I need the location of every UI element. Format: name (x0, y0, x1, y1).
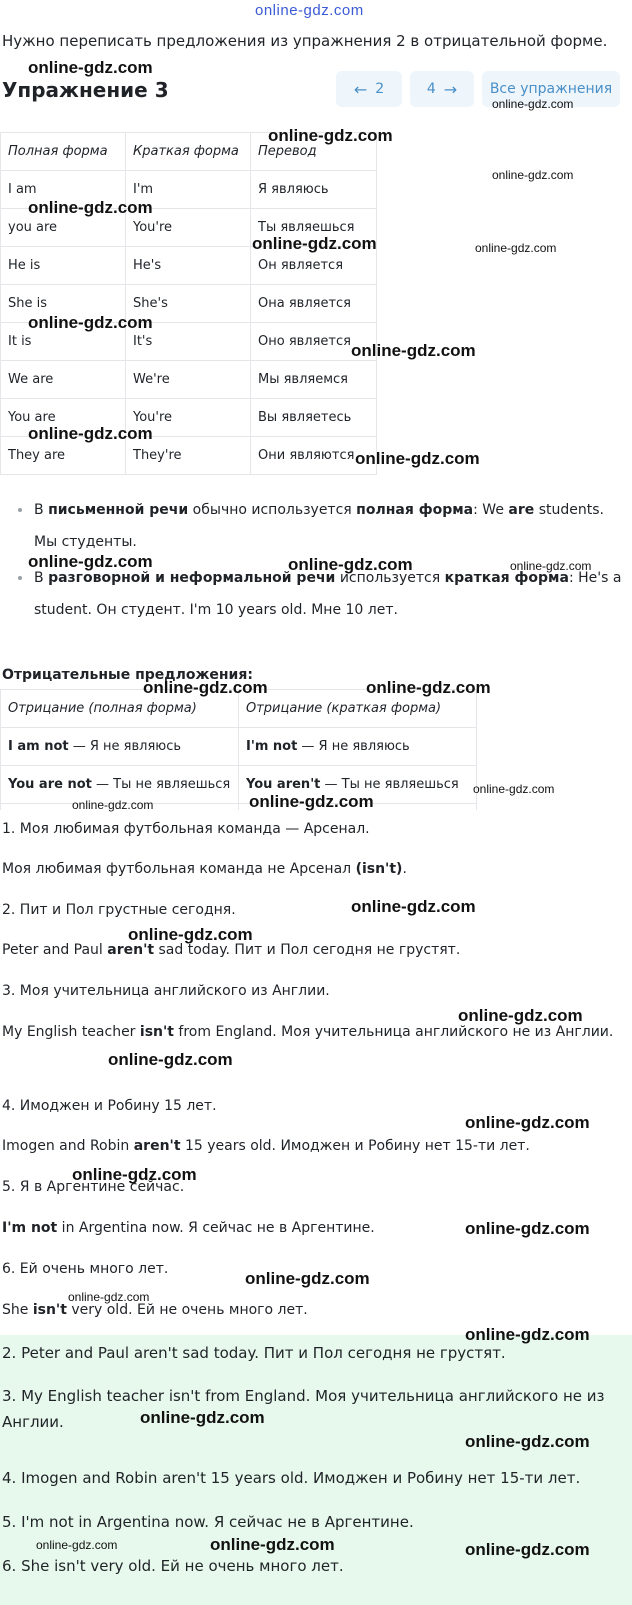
table-cell: you are (1, 209, 126, 247)
list-item: В разговорной и неформальной речи используется краткая форма: He's a student. Он студент. I'm 10 years old. Мне 10 лет. (18, 562, 628, 626)
table-header-cell: Полная форма (1, 133, 126, 171)
watermark: online-gdz.com (355, 449, 480, 468)
question-text: 1. Моя любимая футбольная команда — Арсенал. (2, 821, 370, 837)
table-cell: Вы являетесь (251, 399, 377, 437)
watermark: online-gdz.com (288, 555, 413, 574)
table-cell: They are (1, 437, 126, 475)
table-cell: Оно является (251, 323, 377, 361)
table-header-cell: Отрицание (полная форма) (1, 690, 239, 728)
table-cell: She's (126, 285, 251, 323)
next-exercise-button[interactable] (410, 71, 474, 107)
watermark: online-gdz.com (108, 1050, 233, 1069)
watermark: online-gdz.com (465, 1325, 590, 1344)
table-cell: They're (126, 437, 251, 475)
answer-text: Imogen and Robin aren't 15 years old. Имоджен и Робину нет 15-ти лет. (2, 1138, 530, 1154)
table-cell: I'm not — Я не являюсь (239, 728, 477, 766)
watermark: online-gdz.com (465, 1113, 590, 1132)
watermark: online-gdz.com (473, 782, 555, 796)
question-text: 5. Я в Аргентине сейчас. (2, 1179, 185, 1195)
table-cell: It's (126, 323, 251, 361)
table-cell: Мы являемся (251, 361, 377, 399)
watermark: online-gdz.com (28, 313, 153, 332)
table-cell: You aren't — Ты не являешься (239, 766, 477, 804)
table-row (1, 361, 377, 399)
green-answer: 4. Imogen and Robin aren't 15 years old. Имоджен и Робину нет 15-ти лет. (2, 1469, 581, 1487)
watermark: online-gdz.com (465, 1540, 590, 1559)
watermark: online-gdz.com (465, 1432, 590, 1451)
table-cell: We're (126, 361, 251, 399)
question-text: 4. Имоджен и Робину 15 лет. (2, 1098, 217, 1114)
watermark: online-gdz.com (128, 925, 253, 944)
watermark: online-gdz.com (465, 1219, 590, 1238)
watermark: online-gdz.com (28, 58, 153, 77)
table-cell: You are not — Ты не являешься (1, 766, 239, 804)
answer-text: My English teacher isn't from England. Моя учительница английского не из Англии. (2, 1024, 614, 1040)
table-cell: You're (126, 399, 251, 437)
answer-text: Peter and Paul aren't sad today. Пит и Пол сегодня не грустят. (2, 942, 461, 958)
answer-text: Моя любимая футбольная команда не Арсенал (isn't). (2, 861, 407, 877)
watermark: online-gdz.com (458, 1006, 583, 1025)
table-cell: Я являюсь (251, 171, 377, 209)
page-title: Упражнение 3 (2, 78, 169, 102)
watermark: online-gdz.com (28, 198, 153, 217)
site-logo[interactable]: online-gdz.com (255, 2, 364, 19)
watermark: online-gdz.com (72, 1165, 197, 1184)
table-cell: He is (1, 247, 126, 285)
green-answer: 2. Peter and Paul aren't sad today. Пит и Пол сегодня не грустят. (2, 1344, 506, 1362)
watermark: online-gdz.com (492, 97, 574, 111)
table-cell: I am (1, 171, 126, 209)
watermark: online-gdz.com (210, 1535, 335, 1554)
watermark: online-gdz.com (366, 678, 491, 697)
answer-text: I'm not in Argentina now. Я сейчас не в Аргентине. (2, 1220, 375, 1236)
watermark: online-gdz.com (351, 897, 476, 916)
table-row (1, 728, 477, 766)
watermark: online-gdz.com (245, 1269, 370, 1288)
table-header-cell: Краткая форма (126, 133, 251, 171)
watermark: online-gdz.com (36, 1538, 118, 1552)
next-exercise-label: 4 (426, 81, 436, 97)
watermark: online-gdz.com (492, 168, 574, 182)
watermark: online-gdz.com (140, 1408, 265, 1427)
question-text: 6. Ей очень много лет. (2, 1261, 169, 1277)
table-cell: He's (126, 247, 251, 285)
green-answer: 6. She isn't very old. Ей не очень много лет. (2, 1557, 344, 1575)
table-header-cell: Перевод (251, 133, 377, 171)
watermark: online-gdz.com (28, 424, 153, 443)
question-text: 3. Моя учительница английского из Англии. (2, 983, 330, 999)
list-item: В письменной речи обычно используется полная форма: We are students. Мы студенты. (18, 494, 628, 558)
all-exercises-label: Все упражнения (489, 81, 613, 97)
negative-forms-table (0, 689, 477, 810)
watermark: online-gdz.com (252, 234, 377, 253)
table-cell: We are (1, 361, 126, 399)
watermark: online-gdz.com (268, 126, 393, 145)
watermark: online-gdz.com (68, 1290, 150, 1304)
table-header-cell: Отрицание (краткая форма) (239, 690, 477, 728)
table-cell: Ты являешься (251, 209, 377, 247)
watermark: online-gdz.com (510, 559, 592, 573)
green-answer: 5. I'm not in Argentina now. Я сейчас не в Аргентине. (2, 1513, 414, 1531)
watermark: online-gdz.com (72, 798, 154, 812)
table-cell: You are (1, 399, 126, 437)
watermark: online-gdz.com (143, 678, 268, 697)
watermark: online-gdz.com (28, 552, 153, 571)
table-cell: It is (1, 323, 126, 361)
arrow-right-icon: → (443, 79, 458, 99)
prev-exercise-label: 2 (375, 81, 385, 97)
watermark: online-gdz.com (351, 341, 476, 360)
negative-table-wrapper (0, 689, 480, 810)
watermark: online-gdz.com (249, 792, 374, 811)
answer-text: She isn't very old. Ей не очень много лет. (2, 1302, 308, 1318)
arrow-left-icon: ← (353, 79, 368, 99)
green-answer: 3. My English teacher isn't from England. Моя учительница английского не из Англии. (2, 1387, 605, 1431)
question-text: 2. Пит и Пол грустные сегодня. (2, 902, 236, 918)
table-cell: I am not — Я не являюсь (1, 728, 239, 766)
table-cell: She is (1, 285, 126, 323)
exercise-instruction: Нужно переписать предложения из упражнения 2 в отрицательной форме. (2, 32, 608, 50)
prev-exercise-button[interactable] (336, 71, 402, 107)
table-cell: Он является (251, 247, 377, 285)
table-cell: Они являются (251, 437, 377, 475)
table-cell: You're (126, 209, 251, 247)
negative-heading: Отрицательные предложения: (2, 667, 253, 683)
table-cell: I'm (126, 171, 251, 209)
table-cell: Она является (251, 285, 377, 323)
watermark: online-gdz.com (475, 241, 557, 255)
